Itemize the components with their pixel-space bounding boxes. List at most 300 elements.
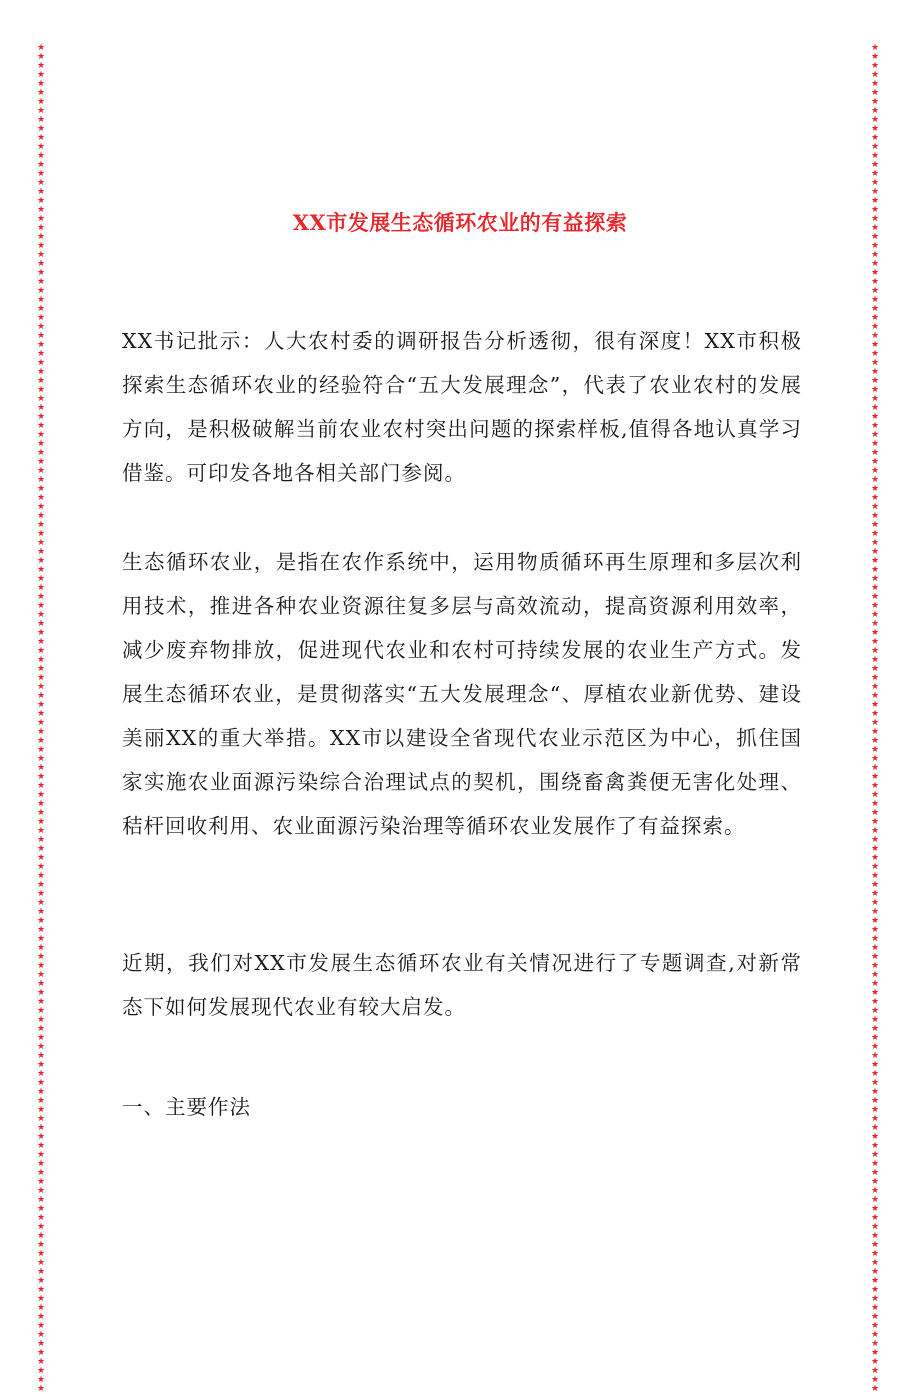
- star-icon: ★: [870, 421, 880, 431]
- document-title: XX市发展生态循环农业的有益探索: [292, 210, 628, 235]
- star-icon: ★: [870, 628, 880, 638]
- star-icon: ★: [870, 520, 880, 530]
- star-icon: ★: [36, 1231, 46, 1241]
- star-icon: ★: [870, 1303, 880, 1313]
- star-icon: ★: [870, 880, 880, 890]
- star-icon: ★: [870, 439, 880, 449]
- star-icon: ★: [870, 1339, 880, 1349]
- star-icon: ★: [870, 889, 880, 899]
- star-icon: ★: [36, 682, 46, 692]
- star-icon: ★: [870, 277, 880, 287]
- star-icon: ★: [870, 1033, 880, 1043]
- star-icon: ★: [36, 1294, 46, 1304]
- star-icon: ★: [870, 646, 880, 656]
- star-icon: ★: [36, 1024, 46, 1034]
- star-icon: ★: [36, 502, 46, 512]
- star-icon: ★: [36, 394, 46, 404]
- star-icon: ★: [36, 115, 46, 125]
- star-icon: ★: [36, 412, 46, 422]
- star-icon: ★: [36, 232, 46, 242]
- star-icon: ★: [36, 295, 46, 305]
- star-icon: ★: [870, 232, 880, 242]
- star-icon: ★: [36, 1285, 46, 1295]
- star-icon: ★: [36, 61, 46, 71]
- star-icon: ★: [36, 1303, 46, 1313]
- star-icon: ★: [870, 709, 880, 719]
- star-icon: ★: [36, 484, 46, 494]
- star-icon: ★: [36, 637, 46, 647]
- star-icon: ★: [36, 745, 46, 755]
- star-icon: ★: [870, 997, 880, 1007]
- star-icon: ★: [36, 1240, 46, 1250]
- star-icon: ★: [870, 808, 880, 818]
- star-icon: ★: [36, 1375, 46, 1385]
- star-icon: ★: [870, 1006, 880, 1016]
- star-icon: ★: [36, 1222, 46, 1232]
- star-icon: ★: [870, 862, 880, 872]
- star-icon: ★: [36, 1321, 46, 1331]
- star-icon: ★: [36, 1276, 46, 1286]
- star-icon: ★: [870, 790, 880, 800]
- star-icon: ★: [870, 430, 880, 440]
- star-icon: ★: [870, 1159, 880, 1169]
- star-icon: ★: [870, 61, 880, 71]
- star-icon: ★: [870, 349, 880, 359]
- star-icon: ★: [36, 961, 46, 971]
- star-icon: ★: [36, 196, 46, 206]
- star-icon: ★: [36, 628, 46, 638]
- star-icon: ★: [870, 133, 880, 143]
- star-icon: ★: [36, 880, 46, 890]
- star-icon: ★: [36, 151, 46, 161]
- star-icon: ★: [36, 475, 46, 485]
- star-icon: ★: [36, 1141, 46, 1151]
- star-icon: ★: [870, 205, 880, 215]
- paragraph-instruction: XX书记批示：人大农村委的调研报告分析透彻，很有深度！XX市积极探索生态循环农业的经验符合“五大发展理念”，代表了农业农村的发展方向，是积极破解当前农业农村突出问题的探索样板,值得各地认真学习借鉴。可印发各地各相关部门参阅。: [122, 329, 802, 485]
- star-icon: ★: [870, 1321, 880, 1331]
- star-icon: ★: [870, 1384, 880, 1394]
- star-icon: ★: [870, 925, 880, 935]
- star-icon: ★: [36, 466, 46, 476]
- star-icon: ★: [870, 241, 880, 251]
- star-icon: ★: [36, 781, 46, 791]
- star-icon: ★: [36, 520, 46, 530]
- star-icon: ★: [870, 1042, 880, 1052]
- star-icon: ★: [36, 178, 46, 188]
- star-icon: ★: [36, 790, 46, 800]
- star-icon: ★: [36, 1249, 46, 1259]
- star-icon: ★: [36, 799, 46, 809]
- star-icon: ★: [36, 133, 46, 143]
- star-icon: ★: [36, 529, 46, 539]
- star-icon: ★: [870, 610, 880, 620]
- star-icon: ★: [36, 772, 46, 782]
- star-icon: ★: [36, 1177, 46, 1187]
- star-icon: ★: [36, 421, 46, 431]
- star-icon: ★: [870, 313, 880, 323]
- star-icon: ★: [36, 1069, 46, 1079]
- star-icon: ★: [36, 889, 46, 899]
- star-icon: ★: [36, 583, 46, 593]
- star-icon: ★: [870, 736, 880, 746]
- star-icon: ★: [870, 538, 880, 548]
- star-icon: ★: [36, 142, 46, 152]
- star-icon: ★: [36, 709, 46, 719]
- star-icon: ★: [36, 277, 46, 287]
- star-icon: ★: [36, 934, 46, 944]
- star-icon: ★: [36, 1006, 46, 1016]
- star-icon: ★: [36, 1204, 46, 1214]
- star-icon: ★: [870, 1060, 880, 1070]
- star-icon: ★: [870, 358, 880, 368]
- star-icon: ★: [870, 1132, 880, 1142]
- star-icon: ★: [870, 1357, 880, 1367]
- star-icon: ★: [36, 691, 46, 701]
- star-icon: ★: [36, 331, 46, 341]
- star-icon: ★: [870, 619, 880, 629]
- star-icon: ★: [36, 1213, 46, 1223]
- star-icon: ★: [870, 79, 880, 89]
- star-icon: ★: [36, 88, 46, 98]
- star-icon: ★: [870, 493, 880, 503]
- star-icon: ★: [36, 565, 46, 575]
- star-icon: ★: [870, 43, 880, 53]
- star-icon: ★: [36, 1150, 46, 1160]
- star-icon: ★: [870, 124, 880, 134]
- star-icon: ★: [870, 664, 880, 674]
- star-icon: ★: [36, 655, 46, 665]
- star-icon: ★: [36, 457, 46, 467]
- star-icon: ★: [870, 727, 880, 737]
- star-icon: ★: [870, 502, 880, 512]
- star-icon: ★: [870, 934, 880, 944]
- star-icon: ★: [870, 286, 880, 296]
- star-icon: ★: [870, 916, 880, 926]
- star-icon: ★: [870, 853, 880, 863]
- star-icon: ★: [870, 1114, 880, 1124]
- star-icon: ★: [870, 691, 880, 701]
- star-icon: ★: [36, 574, 46, 584]
- star-icon: ★: [870, 178, 880, 188]
- star-icon: ★: [870, 1312, 880, 1322]
- star-icon: ★: [36, 1168, 46, 1178]
- star-icon: ★: [36, 556, 46, 566]
- star-icon: ★: [36, 1105, 46, 1115]
- star-icon: ★: [36, 385, 46, 395]
- star-icon: ★: [870, 1051, 880, 1061]
- star-icon: ★: [870, 799, 880, 809]
- star-icon: ★: [870, 700, 880, 710]
- star-icon: ★: [36, 349, 46, 359]
- star-icon: ★: [36, 736, 46, 746]
- star-icon: ★: [870, 1150, 880, 1160]
- star-icon: ★: [870, 160, 880, 170]
- star-icon: ★: [36, 1114, 46, 1124]
- star-icon: ★: [870, 745, 880, 755]
- star-icon: ★: [870, 376, 880, 386]
- star-icon: ★: [36, 979, 46, 989]
- star-icon: ★: [36, 1258, 46, 1268]
- star-icon: ★: [36, 79, 46, 89]
- star-icon: ★: [870, 52, 880, 62]
- star-icon: ★: [36, 592, 46, 602]
- star-icon: ★: [870, 961, 880, 971]
- star-icon: ★: [36, 376, 46, 386]
- star-icon: ★: [870, 1195, 880, 1205]
- star-icon: ★: [36, 439, 46, 449]
- star-icon: ★: [870, 97, 880, 107]
- star-icon: ★: [870, 1222, 880, 1232]
- star-icon: ★: [36, 1366, 46, 1376]
- star-icon: ★: [36, 448, 46, 458]
- star-icon: ★: [36, 97, 46, 107]
- star-icon: ★: [36, 1096, 46, 1106]
- star-icon: ★: [36, 1087, 46, 1097]
- star-icon: ★: [36, 826, 46, 836]
- star-icon: ★: [36, 214, 46, 224]
- star-icon: ★: [870, 826, 880, 836]
- star-icon: ★: [870, 898, 880, 908]
- star-icon: ★: [870, 1096, 880, 1106]
- star-icon: ★: [870, 583, 880, 593]
- star-icon: ★: [870, 1375, 880, 1385]
- star-icon: ★: [870, 1177, 880, 1187]
- star-icon: ★: [36, 1078, 46, 1088]
- star-icon: ★: [36, 1195, 46, 1205]
- star-icon: ★: [36, 187, 46, 197]
- star-icon: ★: [870, 151, 880, 161]
- star-icon: ★: [870, 169, 880, 179]
- star-icon: ★: [870, 187, 880, 197]
- star-icon: ★: [870, 412, 880, 422]
- star-icon: ★: [36, 70, 46, 80]
- star-icon: ★: [36, 1042, 46, 1052]
- star-icon: ★: [36, 430, 46, 440]
- star-icon: ★: [870, 331, 880, 341]
- star-icon: ★: [870, 268, 880, 278]
- star-icon: ★: [36, 322, 46, 332]
- star-icon: ★: [870, 457, 880, 467]
- star-icon: ★: [870, 637, 880, 647]
- star-icon: ★: [36, 124, 46, 134]
- star-icon: ★: [36, 340, 46, 350]
- star-icon: ★: [36, 817, 46, 827]
- star-icon: ★: [36, 844, 46, 854]
- star-icon: ★: [36, 1132, 46, 1142]
- star-icon: ★: [870, 943, 880, 953]
- star-icon: ★: [870, 88, 880, 98]
- star-icon: ★: [36, 106, 46, 116]
- star-icon: ★: [870, 322, 880, 332]
- star-icon: ★: [870, 1348, 880, 1358]
- star-icon: ★: [36, 538, 46, 548]
- star-icon: ★: [36, 43, 46, 53]
- star-icon: ★: [870, 1240, 880, 1250]
- section-heading: 一、主要作法: [122, 1095, 251, 1119]
- star-icon: ★: [36, 241, 46, 251]
- star-icon: ★: [36, 952, 46, 962]
- star-icon: ★: [870, 223, 880, 233]
- star-icon: ★: [36, 808, 46, 818]
- star-icon: ★: [36, 970, 46, 980]
- star-icon: ★: [870, 1168, 880, 1178]
- star-icon: ★: [870, 907, 880, 917]
- star-icon: ★: [870, 1105, 880, 1115]
- star-icon: ★: [870, 106, 880, 116]
- star-icon: ★: [36, 853, 46, 863]
- star-icon: ★: [870, 1087, 880, 1097]
- star-icon: ★: [870, 817, 880, 827]
- star-icon: ★: [36, 1384, 46, 1394]
- star-icon: ★: [36, 718, 46, 728]
- star-icon: ★: [870, 1024, 880, 1034]
- star-icon: ★: [870, 871, 880, 881]
- star-icon: ★: [36, 160, 46, 170]
- star-icon: ★: [870, 403, 880, 413]
- star-icon: ★: [36, 673, 46, 683]
- star-icon: ★: [36, 205, 46, 215]
- star-icon: ★: [870, 214, 880, 224]
- star-icon: ★: [870, 1186, 880, 1196]
- star-icon: ★: [870, 394, 880, 404]
- star-icon: ★: [36, 1267, 46, 1277]
- star-icon: ★: [36, 268, 46, 278]
- star-icon: ★: [870, 1249, 880, 1259]
- star-icon: ★: [870, 1366, 880, 1376]
- star-icon: ★: [36, 1312, 46, 1322]
- star-icon: ★: [36, 925, 46, 935]
- star-icon: ★: [36, 610, 46, 620]
- star-icon: ★: [36, 511, 46, 521]
- star-icon: ★: [36, 727, 46, 737]
- star-icon: ★: [870, 1204, 880, 1214]
- star-icon: ★: [36, 358, 46, 368]
- star-icon: ★: [36, 907, 46, 917]
- star-icon: ★: [870, 1330, 880, 1340]
- star-icon: ★: [870, 1294, 880, 1304]
- star-icon: ★: [36, 835, 46, 845]
- star-icon: ★: [870, 484, 880, 494]
- star-icon: ★: [870, 1276, 880, 1286]
- star-icon: ★: [36, 1123, 46, 1133]
- star-icon: ★: [870, 295, 880, 305]
- star-icon: ★: [36, 1357, 46, 1367]
- star-icon: ★: [36, 898, 46, 908]
- star-icon: ★: [36, 1015, 46, 1025]
- star-icon: ★: [36, 1033, 46, 1043]
- star-icon: ★: [870, 250, 880, 260]
- star-icon: ★: [870, 466, 880, 476]
- star-icon: ★: [36, 664, 46, 674]
- star-icon: ★: [36, 367, 46, 377]
- star-icon: ★: [36, 1339, 46, 1349]
- star-icon: ★: [870, 1285, 880, 1295]
- star-icon: ★: [870, 781, 880, 791]
- star-icon: ★: [870, 772, 880, 782]
- star-icon: ★: [36, 763, 46, 773]
- star-icon: ★: [870, 970, 880, 980]
- star-icon: ★: [870, 259, 880, 269]
- star-icon: ★: [870, 1069, 880, 1079]
- star-icon: ★: [870, 844, 880, 854]
- star-icon: ★: [36, 646, 46, 656]
- star-icon: ★: [870, 1078, 880, 1088]
- paragraph-survey: 近期，我们对XX市发展生态循环农业有关情况进行了专题调查,对新常态下如何发展现代农业有较大启发。: [122, 951, 802, 1019]
- star-icon: ★: [36, 286, 46, 296]
- star-icon: ★: [36, 1186, 46, 1196]
- star-icon: ★: [870, 1123, 880, 1133]
- star-icon: ★: [870, 385, 880, 395]
- star-icon: ★: [36, 250, 46, 260]
- star-icon: ★: [36, 403, 46, 413]
- star-icon: ★: [870, 196, 880, 206]
- star-icon: ★: [870, 142, 880, 152]
- star-icon: ★: [870, 547, 880, 557]
- star-icon: ★: [36, 493, 46, 503]
- star-icon: ★: [36, 997, 46, 1007]
- star-icon: ★: [36, 700, 46, 710]
- star-icon: ★: [36, 223, 46, 233]
- star-icon: ★: [870, 1231, 880, 1241]
- star-icon: ★: [870, 565, 880, 575]
- star-icon: ★: [36, 1051, 46, 1061]
- star-icon: ★: [36, 313, 46, 323]
- star-icon: ★: [870, 304, 880, 314]
- star-icon: ★: [36, 871, 46, 881]
- star-icon: ★: [870, 979, 880, 989]
- star-icon: ★: [870, 754, 880, 764]
- star-icon: ★: [870, 763, 880, 773]
- star-icon: ★: [870, 952, 880, 962]
- star-icon: ★: [870, 1258, 880, 1268]
- star-icon: ★: [36, 169, 46, 179]
- star-icon: ★: [36, 862, 46, 872]
- star-icon: ★: [36, 1348, 46, 1358]
- star-icon: ★: [36, 988, 46, 998]
- star-icon: ★: [870, 592, 880, 602]
- star-icon: ★: [870, 556, 880, 566]
- star-icon: ★: [36, 547, 46, 557]
- star-icon: ★: [870, 340, 880, 350]
- star-icon: ★: [36, 1330, 46, 1340]
- star-icon: ★: [36, 1060, 46, 1070]
- star-icon: ★: [36, 52, 46, 62]
- star-icon: ★: [870, 367, 880, 377]
- star-icon: ★: [36, 943, 46, 953]
- star-icon: ★: [870, 529, 880, 539]
- star-icon: ★: [36, 304, 46, 314]
- star-icon: ★: [870, 601, 880, 611]
- star-icon: ★: [36, 754, 46, 764]
- star-icon: ★: [870, 448, 880, 458]
- star-icon: ★: [870, 574, 880, 584]
- paragraph-definition: 生态循环农业，是指在农作系统中，运用物质循环再生原理和多层次利用技术，推进各种农业资源往复多层与高效流动，提高资源利用效率，减少废弃物排放，促进现代农业和农村可持续发展的农业生产方式。发展生态循环农业，是贯彻落实“五大发展理念“、厚植农业新优势、建设美丽XX的重大举措。XX市以建设全省现代农业示范区为中心，抓住国家实施农业面源污染综合治理试点的契机，围绕畜禽粪便无害化处理、秸杆回收利用、农业面源污染治理等循环农业发展作了有益探索。: [122, 550, 802, 838]
- star-icon: ★: [870, 475, 880, 485]
- star-icon: ★: [36, 601, 46, 611]
- star-icon: ★: [36, 259, 46, 269]
- star-icon: ★: [870, 1141, 880, 1151]
- star-icon: ★: [870, 1267, 880, 1277]
- star-icon: ★: [870, 70, 880, 80]
- star-icon: ★: [870, 682, 880, 692]
- star-icon: ★: [870, 835, 880, 845]
- star-icon: ★: [870, 1015, 880, 1025]
- star-icon: ★: [870, 673, 880, 683]
- star-icon: ★: [870, 1213, 880, 1223]
- star-icon: ★: [870, 115, 880, 125]
- star-icon: ★: [36, 619, 46, 629]
- star-icon: ★: [870, 511, 880, 521]
